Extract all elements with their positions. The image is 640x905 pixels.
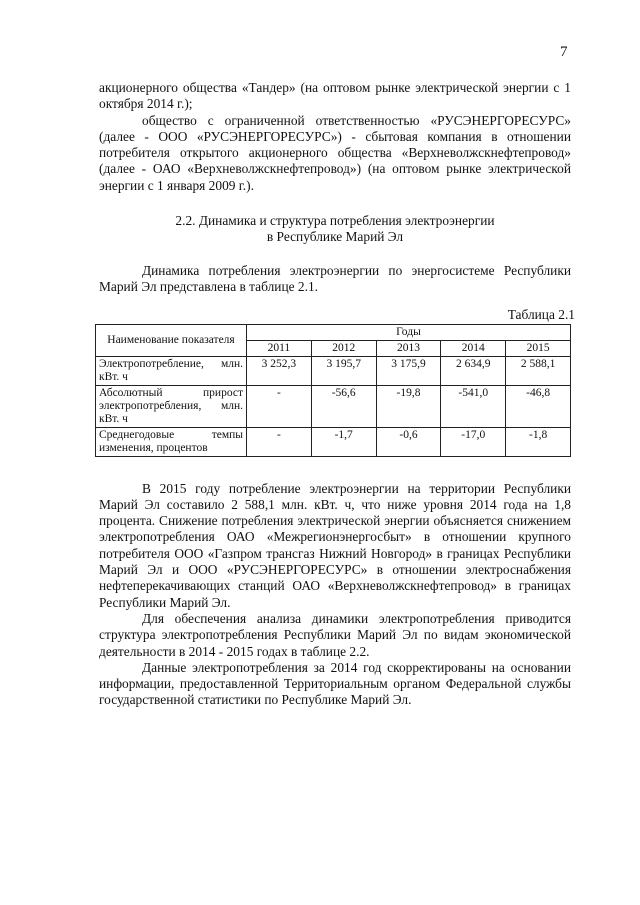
table-row (96, 427, 571, 456)
section-heading-line-2: в Республике Марий Эл (266, 229, 404, 245)
table-header-years: Годы (247, 324, 571, 340)
row-name: Абсолютный прирост электропотребления, млн. кВт. ч (96, 385, 247, 427)
consumption-table (95, 324, 571, 457)
table-header-year: 2013 (376, 340, 441, 356)
document-body (99, 80, 575, 709)
row-value: 3 175,9 (376, 356, 441, 385)
intro-paragraph: Динамика потребления электроэнергии по энергосистеме Республики Марий Эл представлена в таблице 2.1. (99, 262, 571, 294)
table-caption: Таблица 2.1 (507, 307, 575, 323)
paragraph-rusenergoresurs: общество с ограниченной ответственностью «РУСЭНЕРГОРЕСУРС» (далее - ООО «РУСЭНЕРГОРЕСУРС») - сбытовая компания в отношении потребителя открытого акционерного общества «Верхневолжскнефтепровод» (далее - ОАО «Верхневолжскнефтепровод») (на оптовом рынке электрической энергии с 1 января 2009 г.). (99, 112, 571, 193)
row-name: Электропотребление, млн. кВт. ч (96, 356, 247, 385)
section-heading (99, 213, 571, 246)
paragraph-data-correction: Данные электропотребления за 2014 год скорректированы на основании информации, предоставленной Территориальным органом Федеральной службы государственной статистики по Республике Марий Эл. (99, 659, 571, 708)
row-name: Среднегодовые темпы изменения, процентов (96, 427, 247, 456)
row-value: 2 588,1 (506, 356, 571, 385)
paragraph-structure-analysis: Для обеспечения анализа динамики электропотребления приводится структура электропотребления Республики Марий Эл по видам экономической деятельности в 2014 - 2015 годах в таблице 2.2. (99, 610, 571, 659)
row-value: - (247, 427, 312, 456)
row-value: - (247, 385, 312, 427)
table-row (96, 385, 571, 427)
page-number: 7 (560, 44, 568, 60)
row-value: -46,8 (506, 385, 571, 427)
table-header-year: 2011 (247, 340, 312, 356)
row-value: 3 252,3 (247, 356, 312, 385)
paragraph-2015-consumption: В 2015 году потребление электроэнергии на территории Республики Марий Эл составило 2 588,1 млн. кВт. ч, что ниже уровня 2014 года на 1,8 процента. Снижение потребления электрической энергии объясняется снижением электропотребления ОАО «Межрегионэнергосбыт» в отношении крупного потребителя ООО «Газпром трансгаз Нижний Новгород» в границах Республики Марий Эл и ООО «РУСЭНЕРГОРЕСУРС» в отношении электроснабжения нефтеперекачивающих станций ОАО «Верхневолжскнефтепровод» в границах Республики Марий Эл. (99, 480, 571, 610)
row-value: -1,8 (506, 427, 571, 456)
table-row (96, 356, 571, 385)
row-value: -1,7 (311, 427, 376, 456)
row-value: 2 634,9 (441, 356, 506, 385)
row-value: -0,6 (376, 427, 441, 456)
table-header-name: Наименование показателя (96, 324, 247, 356)
table-header-year: 2015 (506, 340, 571, 356)
table-header-year: 2014 (441, 340, 506, 356)
row-value: -56,6 (311, 385, 376, 427)
row-value: -541,0 (441, 385, 506, 427)
row-value: 3 195,7 (311, 356, 376, 385)
section-heading-line-1: 2.2. Динамика и структура потребления электроэнергии (175, 213, 495, 229)
row-value: -17,0 (441, 427, 506, 456)
row-value: -19,8 (376, 385, 441, 427)
table-header-year: 2012 (311, 340, 376, 356)
paragraph-tander: акционерного общества «Тандер» (на оптовом рынке электрической энергии с 1 октября 2014 г.); (99, 80, 571, 112)
